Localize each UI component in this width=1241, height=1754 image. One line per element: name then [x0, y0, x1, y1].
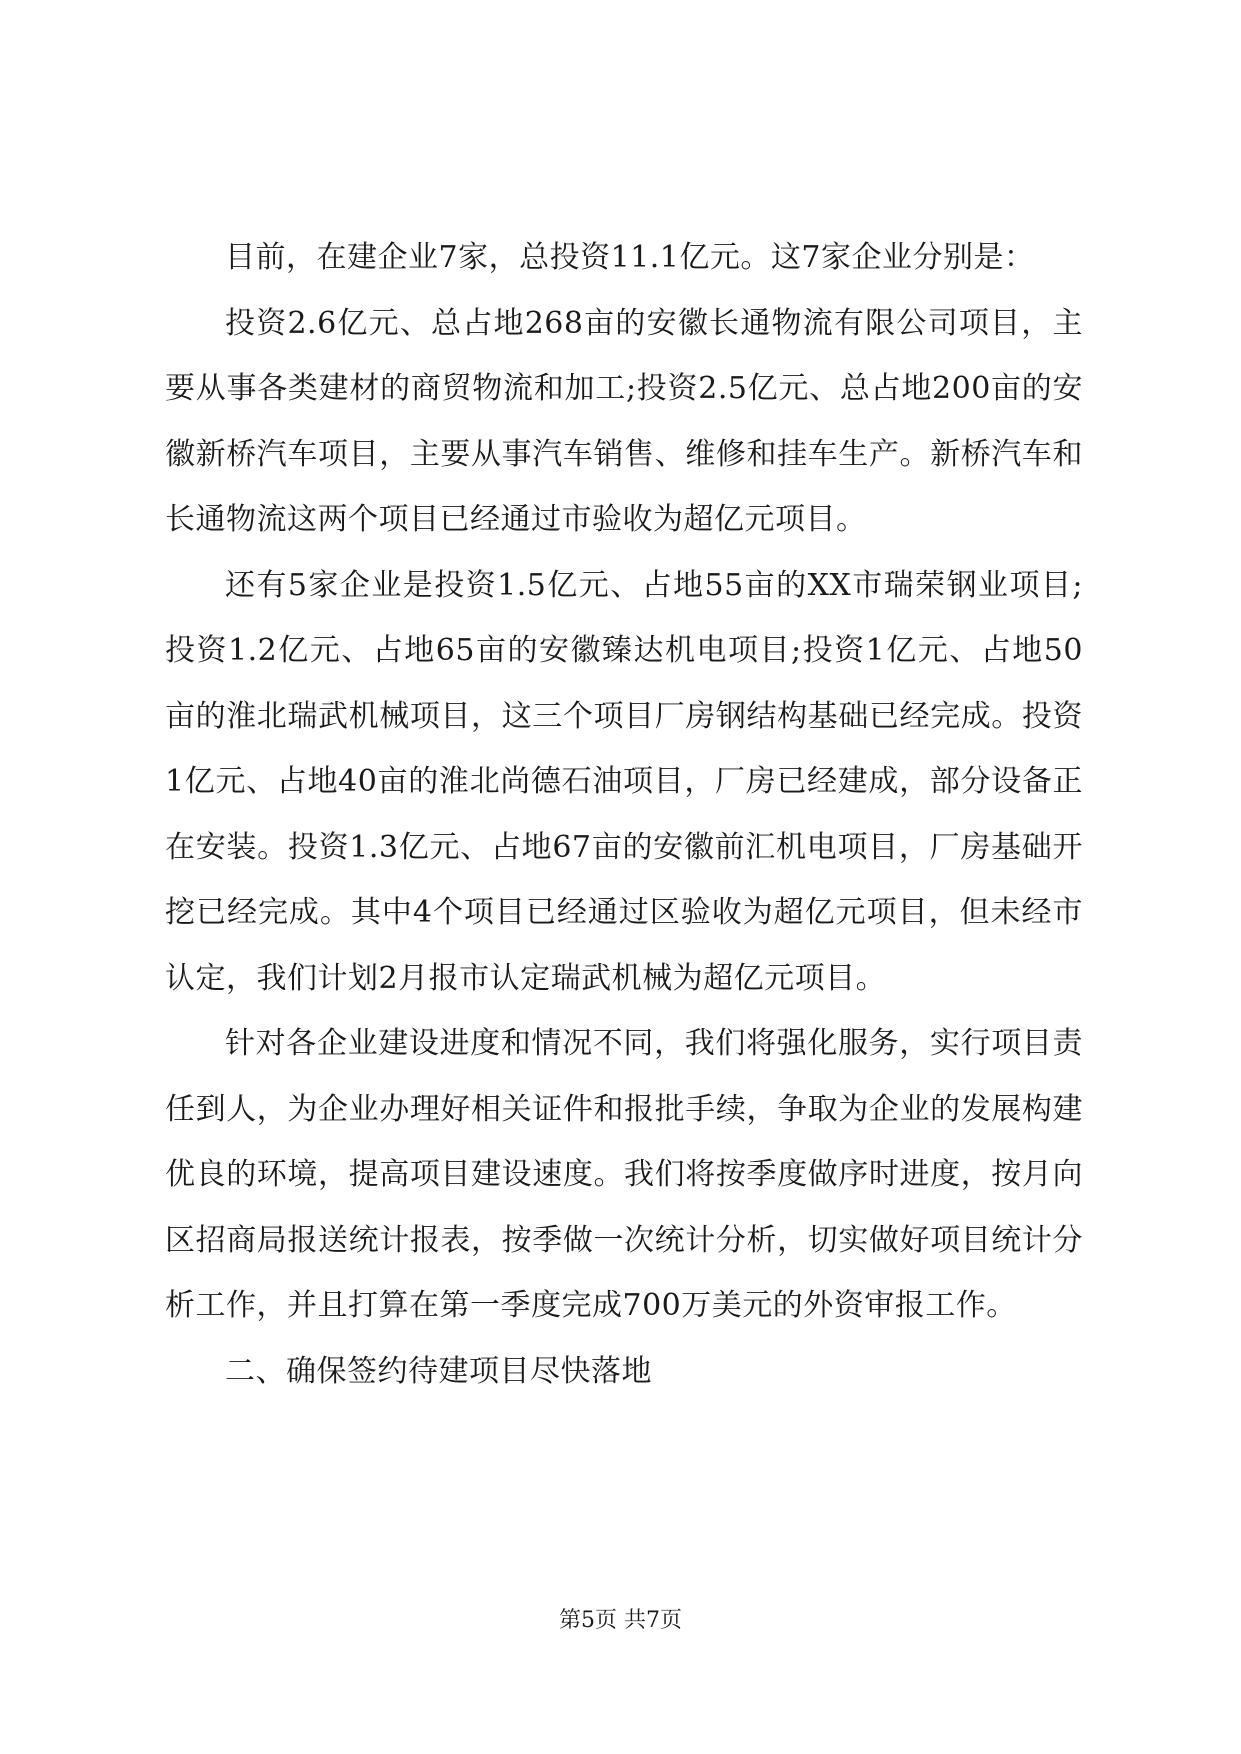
paragraph-changtong-xinqiao: 投资2.6亿元、总占地268亩的安徽长通物流有限公司项目，主要从事各类建材的商贸物流和加工;投资2.5亿元、总占地200亩的安徽新桥汽车项目，主要从事汽车销售、维修和挂车生产。新桥汽车和长通物流这两个项目已经通过市验收为超亿元项目。 — [165, 305, 1083, 537]
paragraph-construction-summary: 目前，在建企业7家，总投资11.1亿元。这7家企业分别是： — [225, 240, 1035, 275]
section-heading: 二、确保签约待建项目尽快落地 — [225, 1353, 652, 1389]
document-body — [165, 225, 1083, 1404]
page-footer: 第5页 共7页 — [559, 1608, 682, 1633]
paragraph-five-enterprises: 还有5家企业是投资1.5亿元、占地55亩的XX市瑞荣钢业项目;投资1.2亿元、占地65亩的安徽臻达机电项目;投资1亿元、占地50亩的淮北瑞武机械项目，这三个项目厂房钢结构基础已经完成。投资1亿元、占地40亩的淮北尚德石油项目，厂房已经建成，部分设备正在安装。投资1.3亿元、占地67亩的安徽前汇机电项目，厂房基础开挖已经完成。其中4个项目已经通过区验收为超亿元项目，但未经市认定，我们计划2月报市认定瑞武机械为超亿元项目。 — [165, 567, 1083, 996]
paragraph-service-plan: 针对各企业建设进度和情况不同，我们将强化服务，实行项目责任到人，为企业办理好相关证件和报批手续，争取为企业的发展构建优良的环境，提高项目建设速度。我们将按季度做序时进度，按月向区招商局报送统计报表，按季做一次统计分析，切实做好项目统计分析工作，并且打算在第一季度完成700万美元的外资审报工作。 — [165, 1026, 1083, 1323]
